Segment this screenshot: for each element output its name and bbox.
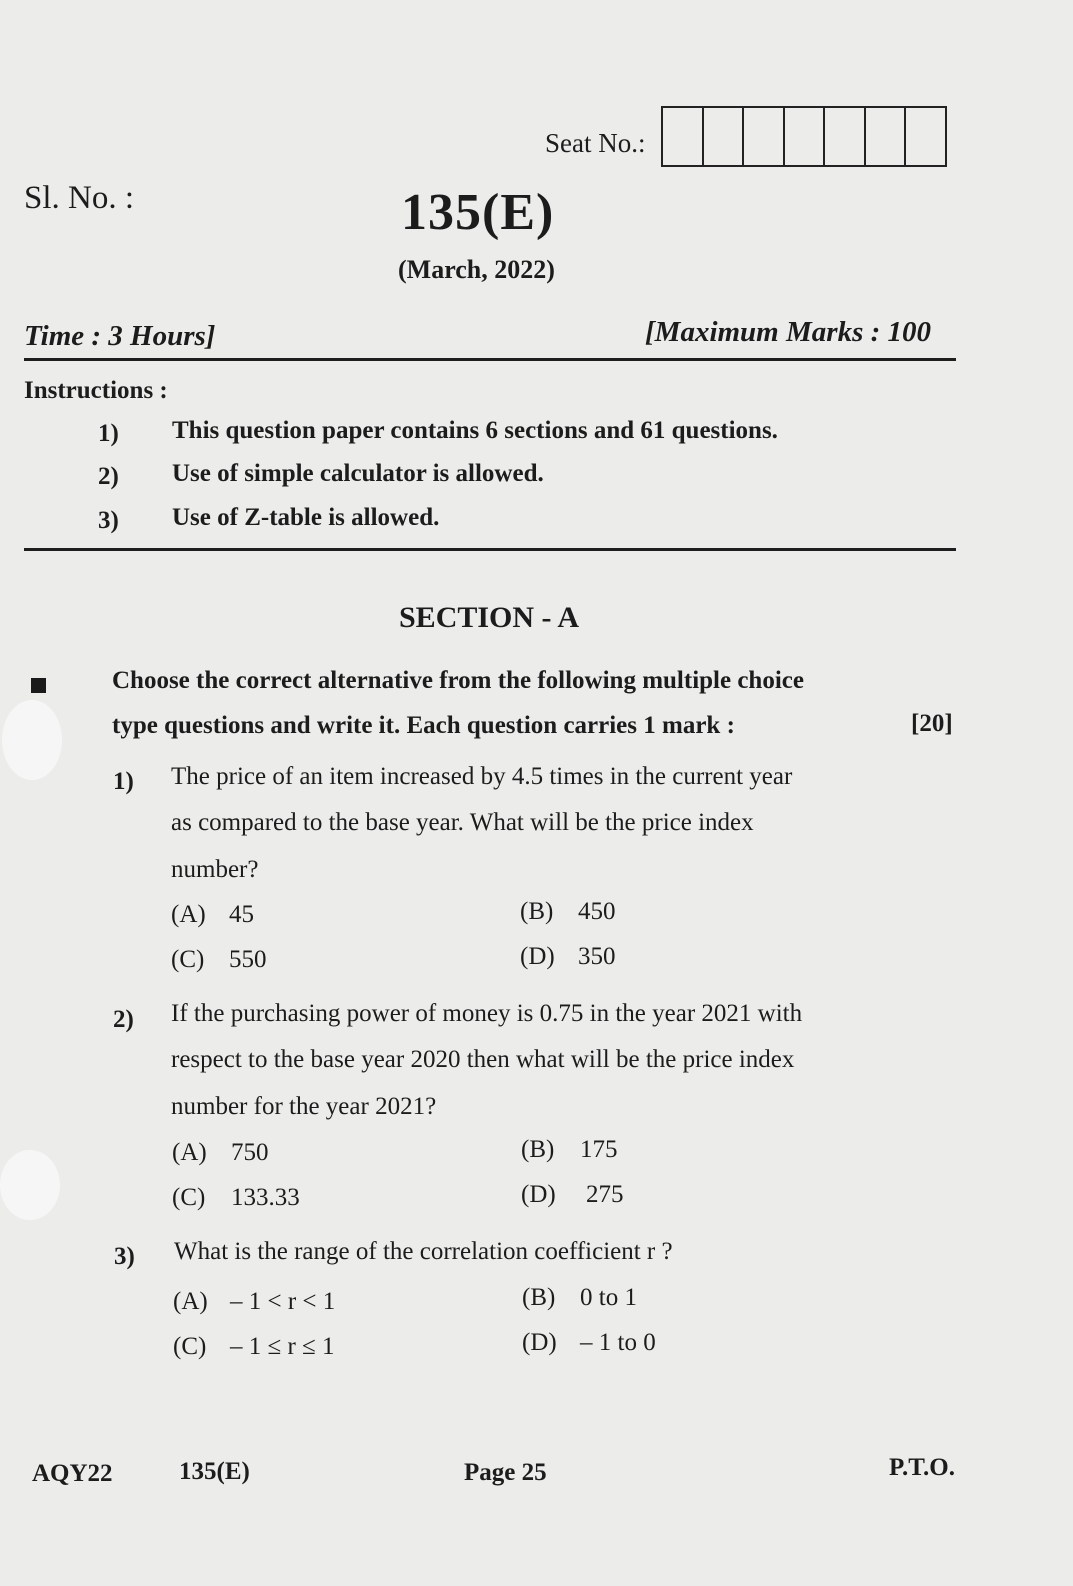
question-text-line: as compared to the base year. What will be the price index (171, 809, 754, 836)
option-label: (A) (171, 901, 206, 928)
option-value: 450 (578, 898, 616, 925)
question-text-line: If the purchasing power of money is 0.75 in the year 2021 with (171, 1000, 803, 1027)
divider-top (24, 358, 956, 361)
option-value: 550 (229, 946, 267, 973)
option-label: (C) (172, 1184, 206, 1211)
question-text-line: respect to the base year 2020 then what will be the price index (171, 1046, 795, 1073)
seat-no-label: Seat No.: (545, 128, 646, 158)
footer-page-number: Page 25 (464, 1459, 547, 1486)
option-label: (B) (522, 1284, 556, 1311)
serial-no-label: Sl. No. : (24, 180, 135, 216)
footer-code: AQY22 (32, 1460, 113, 1487)
footer-pto: P.T.O. (889, 1454, 955, 1481)
option-label: (C) (173, 1333, 207, 1360)
seat-digit-box[interactable] (663, 108, 704, 165)
option-label: (B) (520, 898, 554, 925)
question-text-line: What is the range of the correlation coefficient r ? (174, 1238, 673, 1265)
footer-paper-code: 135(E) (179, 1458, 250, 1485)
seat-digit-box[interactable] (704, 108, 745, 165)
option-value: 750 (231, 1139, 269, 1166)
option-value: 350 (578, 943, 616, 970)
instruction-number: 3) (98, 507, 119, 534)
option-value: 133.33 (231, 1184, 300, 1211)
option-value: 275 (586, 1181, 624, 1208)
divider-bottom (24, 548, 956, 551)
time-label: Time : 3 Hours] (24, 320, 216, 352)
question-number: 2) (113, 1006, 134, 1033)
question-text-line: The price of an item increased by 4.5 times in the current year (171, 763, 793, 790)
seat-digit-box[interactable] (744, 108, 785, 165)
seat-digit-box[interactable] (866, 108, 907, 165)
instruction-number: 2) (98, 463, 119, 490)
option-value: 0 to 1 (580, 1284, 637, 1311)
option-value: 175 (580, 1136, 618, 1163)
option-value: – 1 to 0 (580, 1329, 656, 1356)
option-label: (A) (172, 1139, 207, 1166)
option-label: (D) (520, 943, 555, 970)
paper-code-title: 135(E) (401, 184, 555, 241)
section-marks: [20] (911, 710, 953, 737)
option-label: (D) (521, 1181, 556, 1208)
instruction-text: Use of simple calculator is allowed. (172, 460, 544, 487)
max-marks-label: [Maximum Marks : 100 (645, 316, 932, 348)
instruction-number: 1) (98, 420, 119, 447)
question-number: 1) (113, 768, 134, 795)
option-value: – 1 ≤ r ≤ 1 (230, 1333, 335, 1360)
instructions-heading: Instructions : (24, 377, 168, 404)
seat-digit-box[interactable] (785, 108, 826, 165)
section-title: SECTION - A (399, 601, 580, 634)
option-value: – 1 < r < 1 (230, 1288, 336, 1315)
seat-no-boxes[interactable] (661, 106, 947, 167)
exam-date: (March, 2022) (398, 255, 555, 284)
seat-digit-box[interactable] (906, 108, 945, 165)
question-text-line: number for the year 2021? (171, 1093, 437, 1120)
instruction-text: Use of Z-table is allowed. (172, 504, 440, 531)
seat-digit-box[interactable] (825, 108, 866, 165)
option-label: (D) (522, 1329, 557, 1356)
paper-smudge (2, 700, 62, 780)
bullet-square-icon (31, 678, 46, 693)
section-instruction-line2: type questions and write it. Each question carries 1 mark : (112, 712, 735, 739)
option-label: (B) (521, 1136, 555, 1163)
instruction-text: This question paper contains 6 sections and 61 questions. (172, 417, 778, 444)
paper-smudge (0, 1150, 60, 1220)
option-value: 45 (229, 901, 254, 928)
question-text-line: number? (171, 856, 259, 883)
section-instruction-line1: Choose the correct alternative from the following multiple choice (112, 667, 804, 694)
question-number: 3) (114, 1243, 135, 1270)
option-label: (C) (171, 946, 205, 973)
option-label: (A) (173, 1288, 208, 1315)
